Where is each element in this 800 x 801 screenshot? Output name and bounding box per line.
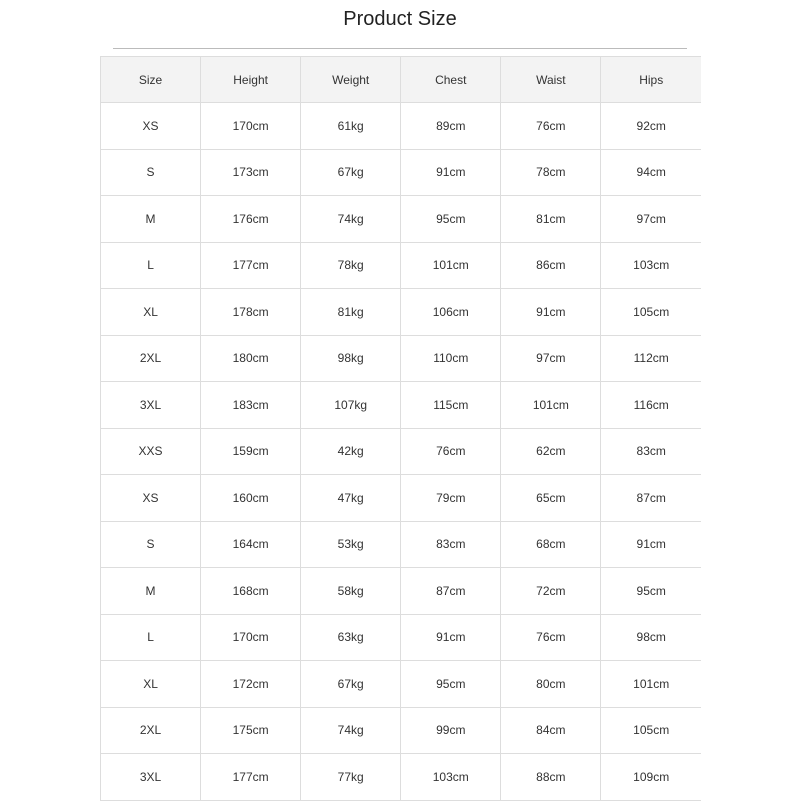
cell-weight: 67kg: [301, 149, 401, 196]
cell-size: XL: [101, 661, 201, 708]
cell-size: 3XL: [101, 382, 201, 429]
cell-height: 177cm: [201, 754, 301, 801]
table-row: [101, 149, 702, 196]
cell-height: 173cm: [201, 149, 301, 196]
cell-chest: 106cm: [401, 289, 501, 336]
cell-hips: 95cm: [601, 568, 701, 615]
cell-hips: 94cm: [601, 149, 701, 196]
table-row: [101, 289, 702, 336]
cell-weight: 61kg: [301, 103, 401, 150]
cell-height: 168cm: [201, 568, 301, 615]
cell-height: 170cm: [201, 614, 301, 661]
cell-weight: 74kg: [301, 196, 401, 243]
table-row: [101, 382, 702, 429]
cell-height: 160cm: [201, 475, 301, 522]
cell-chest: 91cm: [401, 149, 501, 196]
cell-size: M: [101, 568, 201, 615]
cell-weight: 78kg: [301, 242, 401, 289]
table-row: [101, 521, 702, 568]
cell-weight: 53kg: [301, 521, 401, 568]
cell-chest: 76cm: [401, 428, 501, 475]
cell-hips: 83cm: [601, 428, 701, 475]
cell-waist: 62cm: [501, 428, 601, 475]
cell-height: 180cm: [201, 335, 301, 382]
cell-hips: 109cm: [601, 754, 701, 801]
cell-size: 2XL: [101, 707, 201, 754]
header-cell-height: Height: [201, 57, 301, 103]
cell-size: XS: [101, 103, 201, 150]
cell-chest: 91cm: [401, 614, 501, 661]
table-row: [101, 475, 702, 522]
cell-size: L: [101, 614, 201, 661]
cell-waist: 80cm: [501, 661, 601, 708]
cell-hips: 87cm: [601, 475, 701, 522]
table-body: [101, 103, 702, 801]
cell-weight: 42kg: [301, 428, 401, 475]
cell-size: XXS: [101, 428, 201, 475]
table-row: [101, 103, 702, 150]
cell-size: XS: [101, 475, 201, 522]
table-row: [101, 335, 702, 382]
table-row: [101, 196, 702, 243]
page-title: Product Size: [343, 8, 457, 30]
table-row: [101, 707, 702, 754]
table-row: [101, 428, 702, 475]
header-cell-weight: Weight: [301, 57, 401, 103]
cell-weight: 47kg: [301, 475, 401, 522]
cell-chest: 103cm: [401, 754, 501, 801]
cell-chest: 87cm: [401, 568, 501, 615]
cell-size: XL: [101, 289, 201, 336]
cell-weight: 98kg: [301, 335, 401, 382]
cell-hips: 92cm: [601, 103, 701, 150]
cell-chest: 95cm: [401, 661, 501, 708]
cell-chest: 110cm: [401, 335, 501, 382]
cell-size: L: [101, 242, 201, 289]
cell-hips: 101cm: [601, 661, 701, 708]
cell-height: 177cm: [201, 242, 301, 289]
cell-hips: 97cm: [601, 196, 701, 243]
cell-hips: 105cm: [601, 289, 701, 336]
cell-waist: 84cm: [501, 707, 601, 754]
cell-weight: 107kg: [301, 382, 401, 429]
size-chart-table: [100, 56, 701, 801]
cell-size: 2XL: [101, 335, 201, 382]
table-row: [101, 568, 702, 615]
cell-waist: 88cm: [501, 754, 601, 801]
cell-waist: 72cm: [501, 568, 601, 615]
cell-waist: 97cm: [501, 335, 601, 382]
table-row: [101, 614, 702, 661]
cell-size: S: [101, 521, 201, 568]
header-cell-hips: Hips: [601, 57, 701, 103]
cell-height: 159cm: [201, 428, 301, 475]
cell-size: S: [101, 149, 201, 196]
table-row: [101, 661, 702, 708]
cell-waist: 76cm: [501, 614, 601, 661]
cell-height: 176cm: [201, 196, 301, 243]
cell-waist: 68cm: [501, 521, 601, 568]
cell-weight: 67kg: [301, 661, 401, 708]
cell-chest: 79cm: [401, 475, 501, 522]
cell-waist: 81cm: [501, 196, 601, 243]
cell-height: 175cm: [201, 707, 301, 754]
cell-waist: 65cm: [501, 475, 601, 522]
header-cell-chest: Chest: [401, 57, 501, 103]
cell-waist: 78cm: [501, 149, 601, 196]
cell-size: M: [101, 196, 201, 243]
cell-height: 170cm: [201, 103, 301, 150]
cell-waist: 76cm: [501, 103, 601, 150]
cell-weight: 58kg: [301, 568, 401, 615]
header-cell-waist: Waist: [501, 57, 601, 103]
cell-waist: 101cm: [501, 382, 601, 429]
cell-chest: 95cm: [401, 196, 501, 243]
cell-hips: 112cm: [601, 335, 701, 382]
cell-waist: 86cm: [501, 242, 601, 289]
cell-weight: 77kg: [301, 754, 401, 801]
cell-weight: 63kg: [301, 614, 401, 661]
table-row: [101, 754, 702, 801]
cell-hips: 98cm: [601, 614, 701, 661]
cell-weight: 81kg: [301, 289, 401, 336]
cell-size: 3XL: [101, 754, 201, 801]
cell-hips: 105cm: [601, 707, 701, 754]
cell-hips: 91cm: [601, 521, 701, 568]
cell-weight: 74kg: [301, 707, 401, 754]
cell-waist: 91cm: [501, 289, 601, 336]
table-header-row: [101, 57, 702, 103]
cell-height: 164cm: [201, 521, 301, 568]
table-row: [101, 242, 702, 289]
cell-chest: 101cm: [401, 242, 501, 289]
cell-chest: 99cm: [401, 707, 501, 754]
cell-chest: 83cm: [401, 521, 501, 568]
cell-height: 183cm: [201, 382, 301, 429]
cell-height: 172cm: [201, 661, 301, 708]
title-divider: [113, 48, 687, 49]
cell-chest: 89cm: [401, 103, 501, 150]
cell-hips: 103cm: [601, 242, 701, 289]
cell-chest: 115cm: [401, 382, 501, 429]
cell-height: 178cm: [201, 289, 301, 336]
cell-hips: 116cm: [601, 382, 701, 429]
header-cell-size: Size: [101, 57, 201, 103]
